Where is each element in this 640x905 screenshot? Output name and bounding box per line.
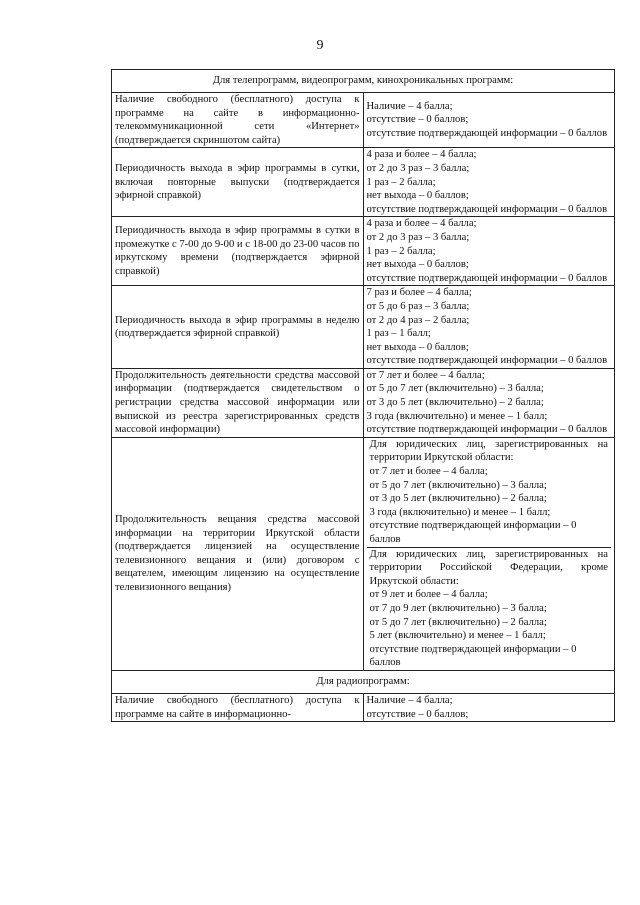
score-group xyxy=(367,547,612,670)
score-line: от 7 лет и более – 4 балла; xyxy=(366,369,485,381)
score-line: от 2 до 3 раз – 3 балла; xyxy=(366,162,470,174)
score-line: от 3 до 5 лет (включительно) – 2 балла; xyxy=(366,397,544,409)
score-line: отсутствие подтверждающей информации – 0 баллов xyxy=(366,127,608,139)
criterion-cell: Периодичность выхода в эфир программы в неделю (подтверждается эфирной справкой) xyxy=(112,286,364,369)
score-cell xyxy=(363,217,615,286)
score-line: Наличие – 4 балла; xyxy=(366,100,453,112)
score-line: нет выхода – 0 баллов; xyxy=(366,190,469,202)
score-cell xyxy=(363,368,615,437)
criterion-cell: Продолжительность деятельности средства массовой информации (подтверждается свидетельством о регистрации средства массовой информации или выпиской из реестра зарегистрированных средств массовой информации) xyxy=(112,368,364,437)
score-line: от 5 до 7 лет (включительно) – 2 балла; xyxy=(369,616,547,628)
score-line: 4 раза и более – 4 балла; xyxy=(366,149,477,161)
score-line: Наличие – 4 балла; xyxy=(366,694,453,706)
score-line: отсутствие – 0 баллов; xyxy=(366,114,469,126)
score-cell xyxy=(363,693,615,721)
score-line: отсутствие подтверждающей информации – 0 баллов xyxy=(366,203,608,215)
score-cell xyxy=(363,93,615,148)
criterion-cell: Наличие свободного (бесплатного) доступа к программе на сайте в информационно- xyxy=(112,693,364,721)
score-line: от 5 до 6 раз – 3 балла; xyxy=(366,300,470,312)
score-line: 7 раз и более – 4 балла; xyxy=(366,287,472,299)
score-line: от 2 до 4 раз – 2 балла; xyxy=(366,314,470,326)
score-line: отсутствие подтверждающей информации – 0 баллов xyxy=(366,355,608,367)
score-line: от 9 лет и более – 4 балла; xyxy=(369,589,488,601)
section-header-row xyxy=(112,70,615,93)
score-line: от 7 лет и более – 4 балла; xyxy=(369,466,488,478)
score-group xyxy=(367,438,612,547)
section-title: Для радиопрограмм: xyxy=(112,670,615,693)
score-line: 5 лет (включительно) и менее – 1 балл; xyxy=(369,630,546,642)
table-row xyxy=(112,693,615,721)
score-line: от 5 до 7 лет (включительно) – 3 балла; xyxy=(369,479,547,491)
section-title: Для телепрограмм, видеопрограмм, кинохроникальных программ: xyxy=(112,70,615,93)
score-line: 3 года (включительно) и менее – 1 балл; xyxy=(366,410,548,422)
score-line: 1 раз – 1 балл; xyxy=(366,328,431,340)
table-row xyxy=(112,148,615,217)
score-line: отсутствие – 0 баллов; xyxy=(366,708,469,720)
score-group-header: Для юридических лиц, зарегистрированных на территории Российской Федерации, кроме Иркутской области: xyxy=(369,548,608,587)
score-line: от 2 до 3 раз – 3 балла; xyxy=(366,231,470,243)
criterion-cell: Наличие свободного (бесплатного) доступа к программе на сайте в информационно-телекоммуникационной сети «Интернет» (подтверждается скриншотом сайта) xyxy=(112,93,364,148)
section-header-row xyxy=(112,670,615,693)
score-line: 1 раз – 2 балла; xyxy=(366,176,436,188)
score-cell xyxy=(363,437,615,670)
score-line: нет выхода – 0 баллов; xyxy=(366,341,469,353)
page-number: 9 xyxy=(316,38,324,53)
table-row xyxy=(112,437,615,670)
criteria-table xyxy=(111,69,615,722)
score-line: отсутствие подтверждающей информации – 0 баллов xyxy=(366,272,608,284)
score-group-header: Для юридических лиц, зарегистрированных на территории Иркутской области: xyxy=(369,438,608,464)
criterion-cell: Продолжительность вещания средства массовой информации на территории Иркутской области (подтверждается лицензией на осуществление телевизионного вещания и (или) договором с вещателем, имеющим лицензию на осуществление телевизионного вещания) xyxy=(112,437,364,670)
score-line: отсутствие подтверждающей информации – 0 баллов xyxy=(369,643,577,669)
score-line: 1 раз – 2 балла; xyxy=(366,245,436,257)
score-line: 3 года (включительно) и менее – 1 балл; xyxy=(369,506,551,518)
score-line: отсутствие подтверждающей информации – 0 баллов xyxy=(366,424,608,436)
score-line: от 5 до 7 лет (включительно) – 3 балла; xyxy=(366,383,544,395)
table-row xyxy=(112,93,615,148)
score-line: 4 раза и более – 4 балла; xyxy=(366,218,477,230)
table-row xyxy=(112,286,615,369)
score-line: отсутствие подтверждающей информации – 0 баллов xyxy=(369,520,577,545)
score-cell xyxy=(363,148,615,217)
score-line: от 7 до 9 лет (включительно) – 3 балла; xyxy=(369,602,547,614)
criterion-cell: Периодичность выхода в эфир программы в сутки в промежутке с 7-00 до 9-00 и с 18-00 до 23-00 часов по иркутскому времени (подтверждается эфирной справкой) xyxy=(112,217,364,286)
score-line: от 3 до 5 лет (включительно) – 2 балла; xyxy=(369,493,547,505)
score-line: нет выхода – 0 баллов; xyxy=(366,259,469,271)
table-row xyxy=(112,368,615,437)
score-cell xyxy=(363,286,615,369)
criterion-cell: Периодичность выхода в эфир программы в сутки, включая повторные выпуски (подтверждается эфирной справкой) xyxy=(112,148,364,217)
table-row xyxy=(112,217,615,286)
